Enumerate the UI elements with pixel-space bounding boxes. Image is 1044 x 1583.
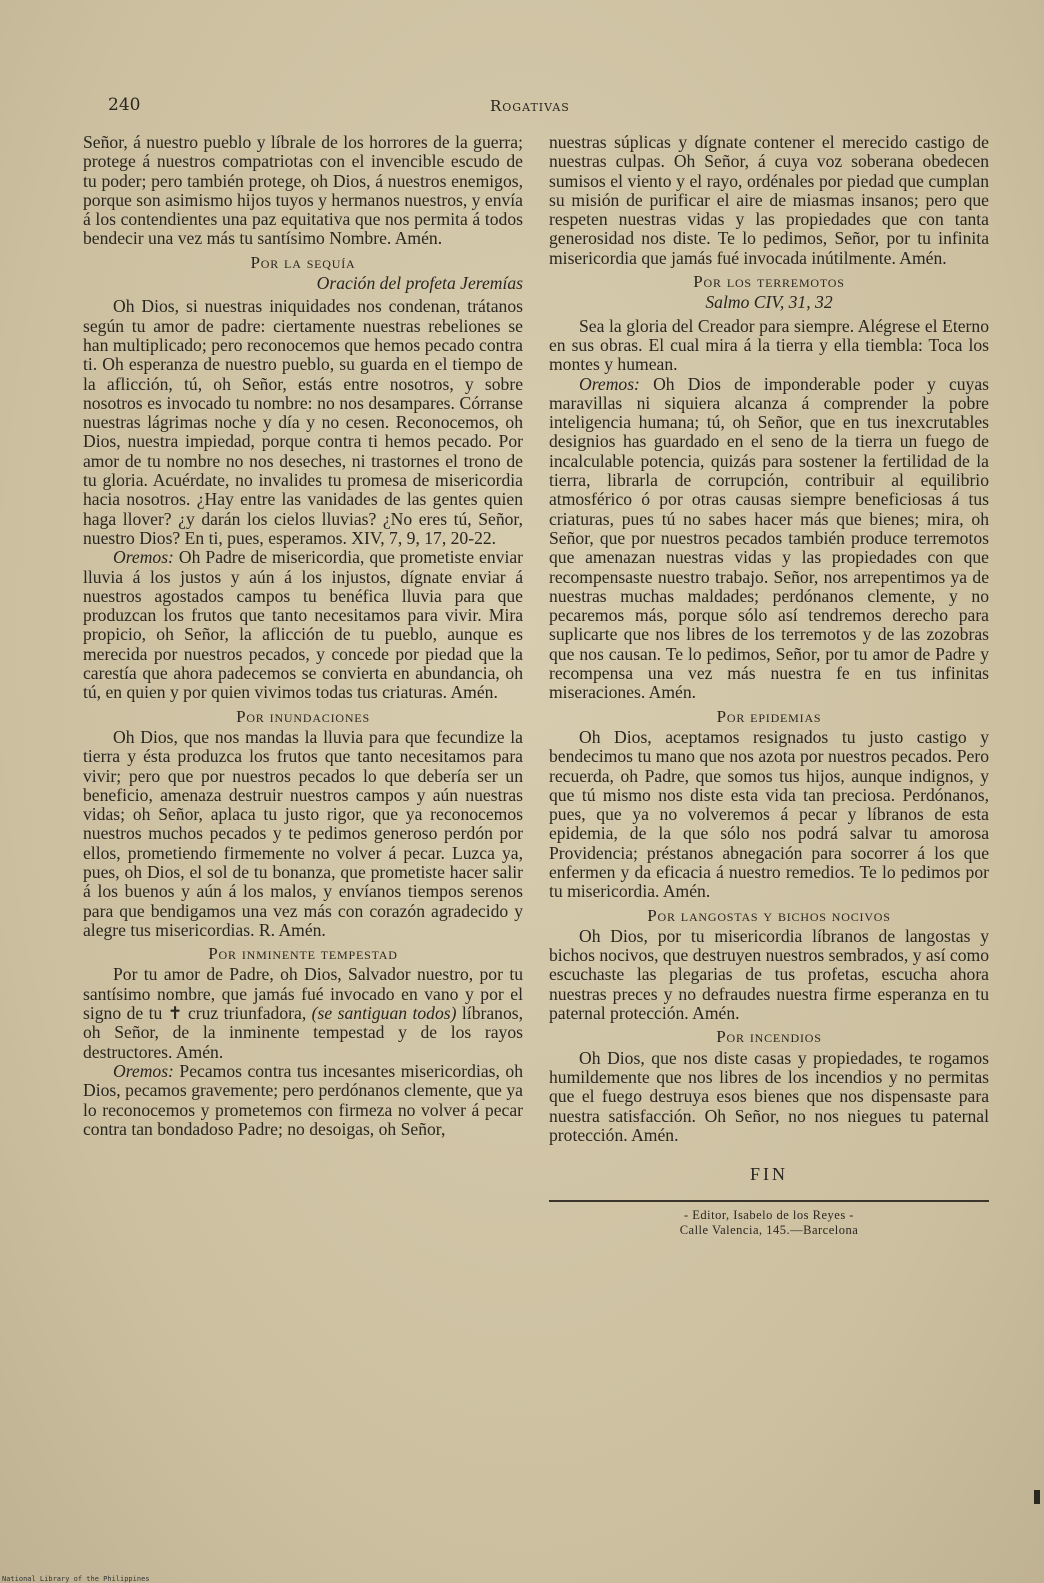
paragraph: Oh Dios, que nos mandas la lluvia para que fecundize la tierra y ésta produzca los frutos que tanto necesitamos para vivir; pero que por nuestros pecados lo que debería ser un beneficio, amenaza destruir nuestros campos y aún nuestras vidas; oh Señor, aplaca tu justo rigor, que ya reconocemos nuestros muchos pecados y te pedimos generoso perdón por ellos, prometiendo firmemente no volver á pecar. Luzca ya, pues, oh Dios, el sol de tu bonanza, que prometiste hacer salir á los buenos y aún á los malos, y envíanos tiempos serenos para que bendigamos una vez más con corazón agradecido y alegre tus misericordias. R. Amén. [83,726,523,940]
fin-mark: FIN [749,1164,788,1185]
section-heading-inundaciones: Por inundaciones [236,706,370,726]
paragraph: Señor, á nuestro pueblo y líbrale de los horrores de la guerra; protege á nuestros compatriotas con el invencible escudo de tu poder; pero también protege, oh Dios, á nuestros enemigos, porque son asimismo hijos tuyos y hermanos nuestros, y envía á los contendientes una paz equitativa que nos permita á todos bendecir una vez más tu santísimo Nombre. Amén. [83,132,523,249]
library-footer: National Library of the Philippines [2,1575,150,1583]
paragraph: Oh Dios, que nos diste casas y propiedades, te rogamos humildemente que nos libres de los incendios y no permitas que el fuego destruya esos bienes que nos dispensaste para nuestra satisfacción. Oh Señor, no nos niegues tu paternal protección. Amén. [549,1047,989,1145]
paragraph: Oh Dios, aceptamos resignados tu justo castigo y bendecimos tu mano que nos azota por nuestros pecados. Pero recuerda, oh Padre, que somos tus hijos, aunque indignos, y que tú mismo nos diste esta vida tan preciosa. Perdónanos, pues, que ya no volveremos á pecar y líbranos de esta epidemia, de la que sólo nos podrá salvar tu amorosa Providencia; préstanos abnegación para socorrer á los que enfermen y da eficacia á nuestro remedios. Te lo pedimos por tu misericordia. Amén. [549,726,989,902]
right-column [549,133,989,1238]
page-header [108,95,988,119]
section-heading-sequia: Por la sequía [250,252,356,272]
paragraph: Oh Dios, por tu misericordia líbranos de langostas y bichos nocivos, que destruyen nuestros sembrados, y así como escuchaste las plegarias de tus profetas, escucha ahora nuestras preces y no defraudes nuestra firme esperanza en tu paternal protección. Amén. [549,925,989,1024]
oremos-paragraph [549,375,989,703]
paragraph-text: líbranos, oh Señor, de la inminente tempestad y de los rayos destructores. Amén. [83,1003,523,1062]
paragraph: nuestras súplicas y dígnate contener el merecido castigo de nuestras culpas. Oh Señor, á cuya voz soberana obedecen sumisos el viento y el rayo, ordénales por piedad que cumplan su misión de purificar el aire de miasmas insanos; pero que respeten nuestras vidas y las propiedades que con tanta generosidad nos diste. Te lo pedimos, Señor, por tu infinita misericordia que jamás fué invocada inútilmente. Amén. [549,132,989,268]
imprint-line: - Editor, Isabelo de los Reyes - [684,1208,854,1223]
section-heading-incendios: Por incendios [716,1027,822,1047]
section-heading-epidemias: Por epidemias [716,706,822,726]
section-heading-langostas: Por langostas y bichos nocivos [647,905,891,925]
rubric-text: (se santiguan todos) [311,1003,457,1024]
section-subheading-jeremias: Oración del profeta Jeremías [316,273,523,294]
oremos-label: Oremos: [579,373,640,394]
imprint-line: Calle Valencia, 145.—Barcelona [679,1223,859,1238]
divider-rule [549,1200,989,1202]
paragraph-text: Pecamos contra tus incesantes misericordias, oh Dios, pecamos gravemente; pero perdónanos clemente, que ya lo reconocemos y prometemos con firmeza no volver á pecar contra tan bondadoso Padre; no desoigas, oh Señor, [83,1060,523,1139]
section-heading-tempestad: Por inminente tempestad [208,944,398,964]
paragraph [83,965,523,1061]
oremos-label: Oremos: [113,1060,174,1081]
running-title: Rogativas [490,97,570,115]
page-edge-mark [1034,1490,1040,1504]
oremos-paragraph [83,548,523,702]
paragraph: Oh Dios, si nuestras iniquidades nos condenan, trátanos según tu amor de padre: ciertamente nuestras rebeliones se han multiplicado; pero reconocemos que hemos pecado contra ti. Oh esperanza de nuestro pueblo, su guarda en el tiempo de la aflicción, tú, oh Señor, estás entre nosotros, y sobre nosotros es invocado tu nombre: no nos desampares. Córranse nuestras lágrimas noche y día y no cesen. Reconocemos, oh Dios, nuestra impiedad, porque contra ti hemos pecado. Por amor de tu nombre no nos deseches, ni trastornes el trono de tu gloria. Acuérdate, no invalides tu promesa de misericordia hacia nosotros. ¿Hay entre las vanidades de las gentes quien haga llover? ¿y darán los cielos lluvias? ¿No eres tú, Señor, nuestro Dios? En ti, pues, esperamos. XIV, 7, 9, 17, 20-22. [83,296,523,548]
oremos-label: Oremos: [113,547,174,568]
page-number: 240 [108,95,141,115]
paragraph-text: Oh Dios de imponderable poder y cuyas maravillas ni siquiera alcanza á comprender la pobre inteligencia humana; tú, oh Señor, que en tus inexcrutables designios has guardado en el seno de la tierra un fuego de incalculable potencia, quizás para sostener la fertilidad de la tierra, librarla de corrupción, contribuir al equilibrio atmosférico ó por otras causas siempre beneficiosas á tus criaturas, pues tú no sabes hacer más que bienes; mira, oh Señor, que por nuestros pecados también produce terremotos que amenazan nuestras vidas y las propiedades con que recompensaste nuestro trabajo. Señor, nos arrepentimos ya de nuestras muchas maldades; perdónanos clemente, y no pecaremos más, porque sólo así tendremos derecho para suplicarte que nos libres de los terremotos y de las zozobras que nos causan. Te lo pedimos, Señor, por tu amor de Padre y recompensa una vez más nuestra fe en tus infinitas miseraciones. Amén. [549,373,989,703]
left-column [83,133,523,1139]
oremos-paragraph [83,1062,523,1139]
paragraph-text: Por tu amor de Padre, oh Dios, Salvador nuestro, por tu santísimo nombre, que jamás fué invocado en vano y por el signo de tu ✝ cruz triunfadora, [83,964,523,1024]
section-subheading-salmo: Salmo CIV, 31, 32 [705,292,833,313]
paragraph: Sea la gloria del Creador para siempre. Alégrese el Eterno en sus obras. El cual mira á la tierra y ella tiembla: Toca los montes y humean. [549,315,989,375]
section-heading-terremotos: Por los terremotos [693,272,845,292]
paragraph-text: Oh Padre de misericordia, que prometiste enviar lluvia á los justos y aún á los injustos, dígnate enviar á nuestros agostados campos tu benéfica lluvia para que produzcan los frutos que tanto necesitamos para vivir. Mira propicio, oh Señor, la aflicción de tu pueblo, aunque es merecida por nuestros pecados, y concede por piedad que la carestía que ahora padecemos se convierta en abundancia, oh tú, en quien y por quien vivimos todas tus criaturas. Amén. [83,547,523,703]
